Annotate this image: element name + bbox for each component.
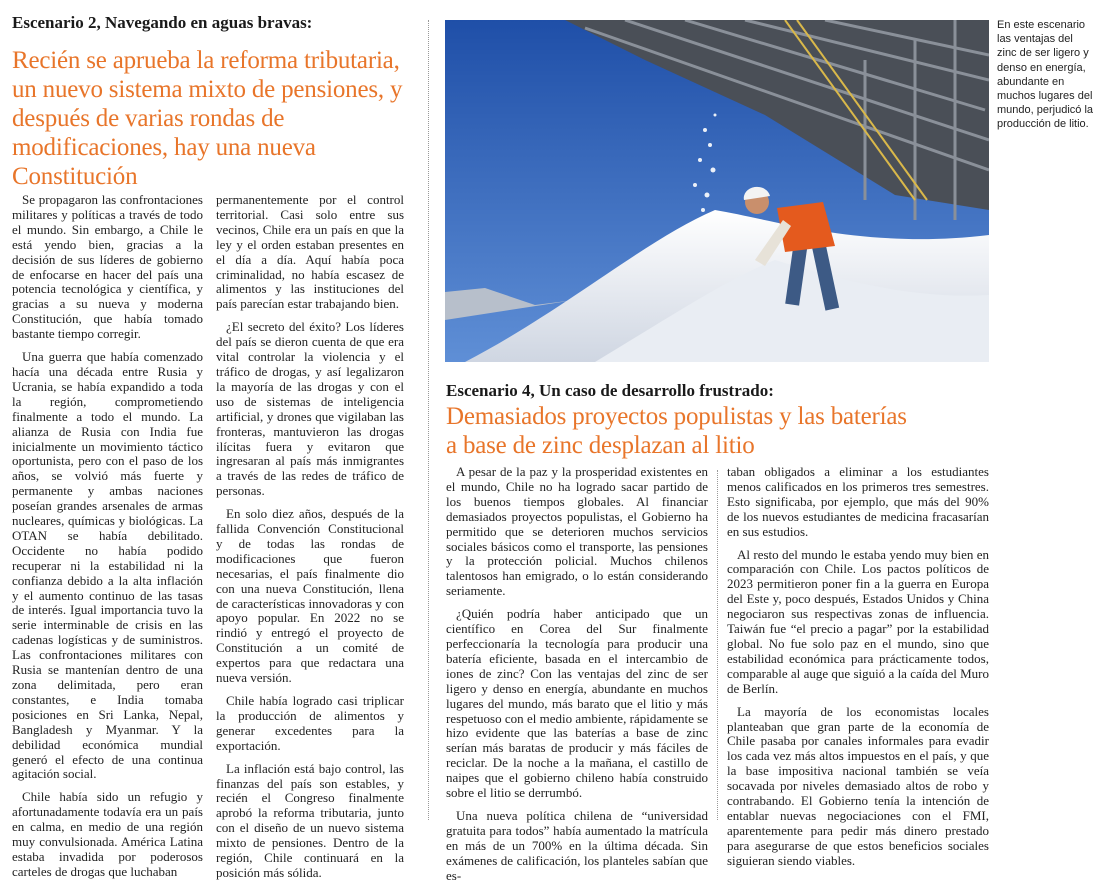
scenario2-column-2 <box>216 193 404 889</box>
paragraph: taban obligados a eliminar a los estudiantes menos calificados en los primeros tres semestres. Esto significaba, por ejemplo, que más del 90% de los nuevos estudiantes de medicina fracasarían en sus estudios. <box>727 464 989 539</box>
scenario4-headline: Demasiados proyectos populistas y las baterías a base de zinc desplazan al litio <box>446 403 907 459</box>
paragraph: Una guerra que había comenzado hacía una década entre Rusia y Ucrania, se había expandido a toda la región, comprometiendo finalmente a todo el mundo. La alianza de Rusia con India fue inicialmente un movimiento táctico oportunista, pero con el paso de los años, se volvió más fuerte y permanente y ambas naciones poseían grandes arsenales de armas nucleares, químicas y biológicas. La OTAN se había debilitado. Occidente no había podido recuperar ni la estabilidad ni la confianza debido a la alta inflación y el aumento continuo de las tasas de interés. Igual importancia tuvo la serie interminable de crisis en las cadenas logísticas y de suministros. Las confrontaciones militares con Rusia se mantenían dentro de una zona delimitada, pero eran constantes, e India tomaba posiciones en Sri Lanka, Nepal, Bangladesh y Myanmar. Y la debilidad económica mundial generó el efecto de una continua agitación social. <box>12 349 203 782</box>
paragraph: A pesar de la paz y la prosperidad existentes en el mundo, Chile no ha logrado sacar partido de los buenos tiempos globales. Al financiar demasiados proyectos populistas, el Gobierno ha permitido que se deterioren muchos servicios sociales básicos como el transporte, las pensiones y la protección policial. Muchos chilenos talentosos han emigrado, o lo están considerando seriamente. <box>446 464 708 599</box>
paragraph: Se propagaron las confrontaciones militares y políticas a través de todo el mundo. Sin embargo, a Chile le está yendo bien, gracias a la decisión de sus líderes de gobierno de enfocarse en hacer del país una potencia tecnológica y científica, y gracias a su nueva y moderna Constitución, que había tomado bastante tiempo corregir. <box>12 192 203 342</box>
paragraph: Al resto del mundo le estaba yendo muy bien en comparación con Chile. Los pactos políticos de 2023 permitieron poner fin a la guerra en Europa del Este y, poco después, Estados Unidos y China negociaron sus respectivas zonas de influencia. Taiwán fue “el precio a pagar” por la estabilidad global. No fue solo paz en el mundo, sino que estabilidad económica para prácticamente todos, comparable al auge que siguió a la caída del Muro de Berlín. <box>727 546 989 696</box>
photo-caption: En este escenario las ventajas del zinc de ser ligero y denso en energía, abundante en muchos lugares del mundo, perjudicó la producción de litio. <box>997 19 1094 131</box>
scenario4-heading: Escenario 4, Un caso de desarrollo frustrado: <box>446 381 774 400</box>
lithium-mine-photo <box>445 20 989 362</box>
paragraph: permanentemente por el control territorial. Casi solo entre sus vecinos, Chile era un país en que la ley y el orden estaban presentes en el día a día. Aquí había poca criminalidad, no había escasez de alimentos y las instituciones del país parecían estar trabajando bien. <box>216 192 404 312</box>
paragraph: En solo diez años, después de la fallida Convención Constitucional y de todas las rondas de modificaciones que fueron necesarias, el país finalmente dio con una nueva Constitución, llena de características innovadoras y con apoyo popular. En 2022 no se rindió y entregó el proyecto de Constitución a un comité de expertos para que redactara una nueva versión. <box>216 506 404 686</box>
paragraph: ¿El secreto del éxito? Los líderes del país se dieron cuenta de que era vital controlar la violencia y el tráfico de drogas, y así legalizaron la mayoría de las drogas y con el uso de sistemas de inteligencia artificial, y drones que vigilaban las fronteras, mantuvieron las drogas ilícitas fuera y evitaron que ingresaran al país más inmigrantes a través de las redes de tráfico de personas. <box>216 319 404 499</box>
paragraph: La inflación está bajo control, las finanzas del país son estables, y recién el Congreso finalmente aprobó la reforma tributaria, junto con el diseño de un nuevo sistema mixto de pensiones. Dentro de la región, Chile continuará en la posición más sólida. <box>216 760 404 880</box>
paragraph: La mayoría de los economistas locales planteaban que gran parte de la economía de Chile pasaba por canales informales para evadir los cada vez más altos impuestos en el país, y que la base impositiva nacional también se veía socavada por niveles demasiado altos de robo y contrabando. El Gobierno tenía la intención de entablar nuevas negociaciones con el FMI, aparentemente para pedir más dinero prestado para asegurarse de que estos beneficios sociales siguieran siendo viables. <box>727 703 989 868</box>
paragraph: Chile había sido un refugio y afortunadamente todavía era un país en calma, en medio de una región muy convulsionada. América Latina estaba invadida por poderosos carteles de drogas que luchaban <box>12 789 203 879</box>
scenario2-column-1 <box>12 193 203 888</box>
paragraph: ¿Quién podría haber anticipado que un científico en Corea del Sur finalmente perfeccionaría la tecnología para producir una batería eficiente, basada en el intercambio de iones de zinc? Con las ventajas del zinc de ser ligero y denso en energía, abundante en muchos lugares del mundo, más barato que el litio y más respetuoso con el medio ambiente, rápidamente se hizo evidente que las baterías a base de zinc serían más baratas de producir y más fáciles de reciclar. De la noche a la mañana, el castillo de naipes que el gobierno chileno había construido sobre el litio se derrumbó. <box>446 606 708 801</box>
scenario4-column-1 <box>446 465 708 891</box>
paragraph: Chile había logrado casi triplicar la producción de alimentos y generar excedentes para la exportación. <box>216 693 404 753</box>
column-divider <box>717 470 718 820</box>
paragraph: Una nueva política chilena de “universidad gratuita para todos” había aumentado la matrícula en más de un 700% en la última década. Sin exámenes de calificación, los planteles sabían que es- <box>446 807 708 883</box>
scenario2-heading: Escenario 2, Navegando en aguas bravas: <box>12 13 313 32</box>
column-divider <box>428 20 429 820</box>
scenario2-headline: Recién se aprueba la reforma tributaria, un nuevo sistema mixto de pensiones, y después de varias rondas de modificaciones, hay una nueva Constitución <box>12 47 403 190</box>
scenario4-column-2 <box>727 465 989 877</box>
